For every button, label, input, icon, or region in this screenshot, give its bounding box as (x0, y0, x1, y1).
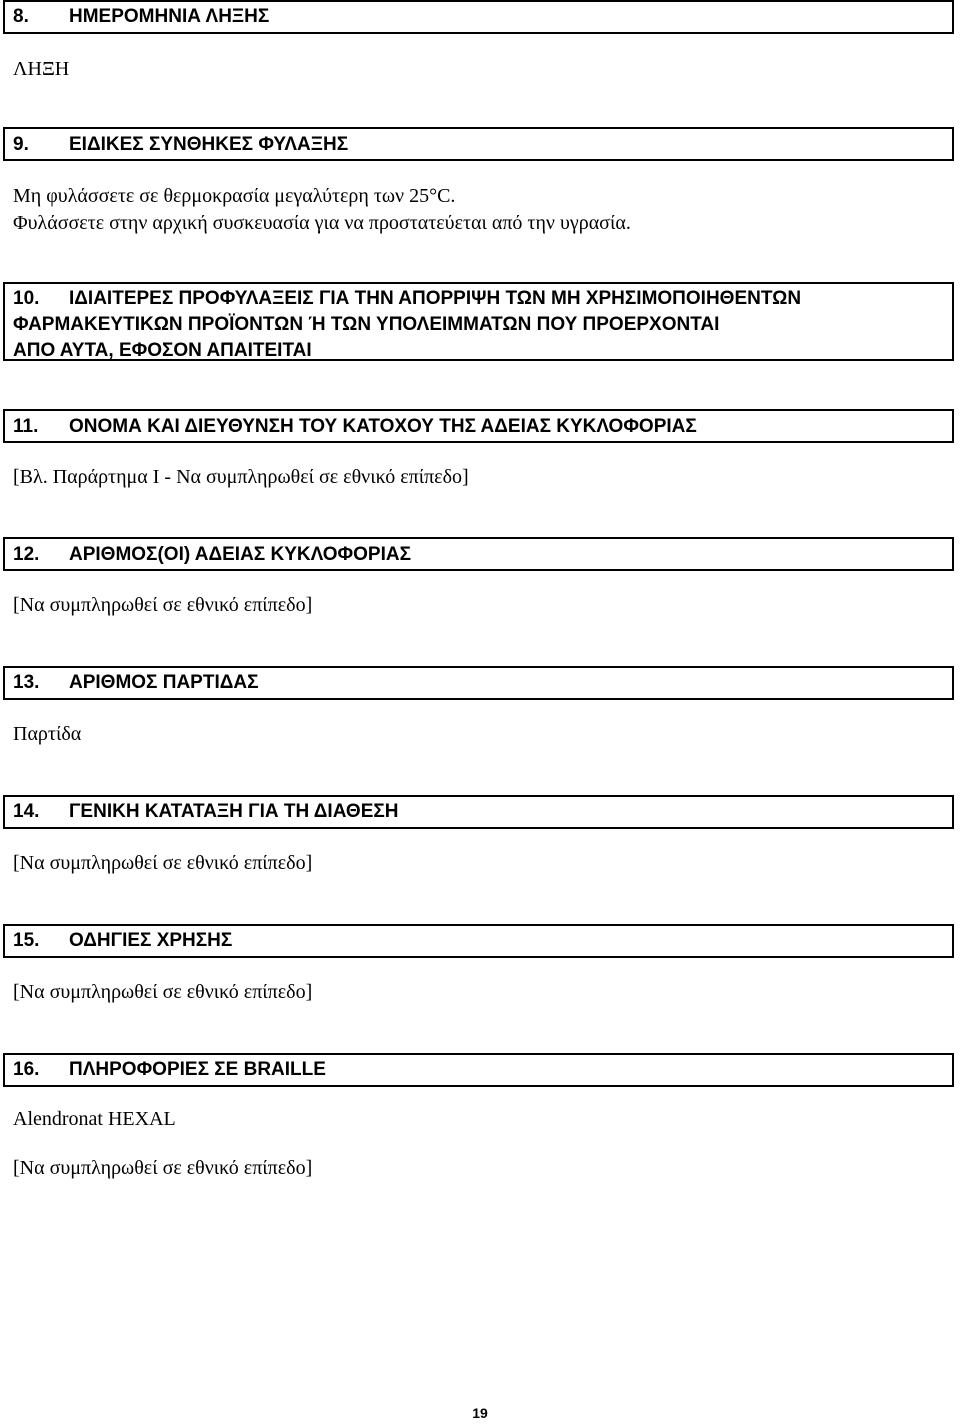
section-number: 8. (13, 6, 29, 27)
section-title: ΑΡΙΘΜΟΣ(ΟΙ) ΑΔΕΙΑΣ ΚΥΚΛΟΦΟΡΙΑΣ (69, 544, 411, 565)
section-8-body-line: ΛΗΞΗ (13, 58, 70, 80)
section-8-heading (3, 0, 954, 34)
section-14-body-line: [Να συμπληρωθεί σε εθνικό επίπεδο] (13, 852, 313, 874)
section-number: 16. (13, 1059, 40, 1080)
section-12-heading (3, 537, 954, 571)
section-title: ΗΜΕΡΟΜΗΝΙΑ ΛΗΞΗΣ (69, 6, 270, 27)
section-number: 14. (13, 801, 40, 822)
section-11-heading (3, 409, 954, 443)
section-title: ΟΝΟΜΑ ΚΑΙ ΔΙΕΥΘΥΝΣΗ ΤΟΥ ΚΑΤΟΧΟΥ ΤΗΣ ΑΔΕΙΑΣ ΚΥΚΛΟΦΟΡΙΑΣ (69, 416, 697, 437)
section-15-heading (3, 924, 954, 958)
section-title-line: ΑΠΟ ΑΥΤΑ, ΕΦΟΣΟΝ ΑΠΑΙΤΕΙΤΑΙ (13, 340, 312, 361)
section-number: 11. (13, 416, 39, 437)
section-12-body-line: [Να συμπληρωθεί σε εθνικό επίπεδο] (13, 594, 313, 616)
section-number: 13. (13, 672, 40, 693)
section-13-heading (3, 666, 954, 700)
section-14-heading (3, 795, 954, 829)
section-13-body-line: Παρτίδα (13, 723, 82, 745)
section-title-line: ΦΑΡΜΑΚΕΥΤΙΚΩΝ ΠΡΟΪΟΝΤΩΝ Ή ΤΩΝ ΥΠΟΛΕΙΜΜΑΤΩΝ ΠΟΥ ΠΡΟΕΡΧΟΝΤΑΙ (13, 314, 720, 335)
section-number: 15. (13, 930, 40, 951)
section-number: 10. (13, 288, 40, 309)
section-title: ΟΔΗΓΙΕΣ ΧΡΗΣΗΣ (69, 930, 233, 951)
section-9-body-line: Φυλάσσετε στην αρχική συσκευασία για να προστατεύεται από την υγρασία. (13, 212, 631, 234)
section-16-body-line: Alendronat HEXAL (13, 1108, 176, 1130)
section-10-heading (3, 282, 954, 361)
section-title: ΕΙΔΙΚΕΣ ΣΥΝΘΗΚΕΣ ΦΥΛΑΞΗΣ (69, 134, 349, 155)
page-number: 19 (472, 1405, 488, 1421)
section-title: ΠΛΗΡΟΦΟΡΙΕΣ ΣΕ BRAILLE (69, 1059, 326, 1080)
section-9-body-line: Μη φυλάσσετε σε θερμοκρασία μεγαλύτερη των 25°C. (13, 185, 456, 207)
section-title: ΓΕΝΙΚΗ ΚΑΤΑΤΑΞΗ ΓΙΑ ΤΗ ΔΙΑΘΕΣΗ (69, 801, 399, 822)
section-11-body-line: [Βλ. Παράρτημα Ι - Να συμπληρωθεί σε εθνικό επίπεδο] (13, 466, 469, 488)
section-title-line: ΙΔΙΑΙΤΕΡΕΣ ΠΡΟΦΥΛΑΞΕΙΣ ΓΙΑ ΤΗΝ ΑΠΟΡΡΙΨΗ ΤΩΝ ΜΗ ΧΡΗΣΙΜΟΠΟΙΗΘΕΝΤΩΝ (69, 288, 802, 309)
section-9-heading (3, 127, 954, 161)
section-title: ΑΡΙΘΜΟΣ ΠΑΡΤΙΔΑΣ (69, 672, 259, 693)
section-16-body-line: [Να συμπληρωθεί σε εθνικό επίπεδο] (13, 1157, 313, 1179)
section-16-heading (3, 1053, 954, 1087)
section-number: 12. (13, 544, 40, 565)
section-number: 9. (13, 134, 29, 155)
section-15-body-line: [Να συμπληρωθεί σε εθνικό επίπεδο] (13, 981, 313, 1003)
